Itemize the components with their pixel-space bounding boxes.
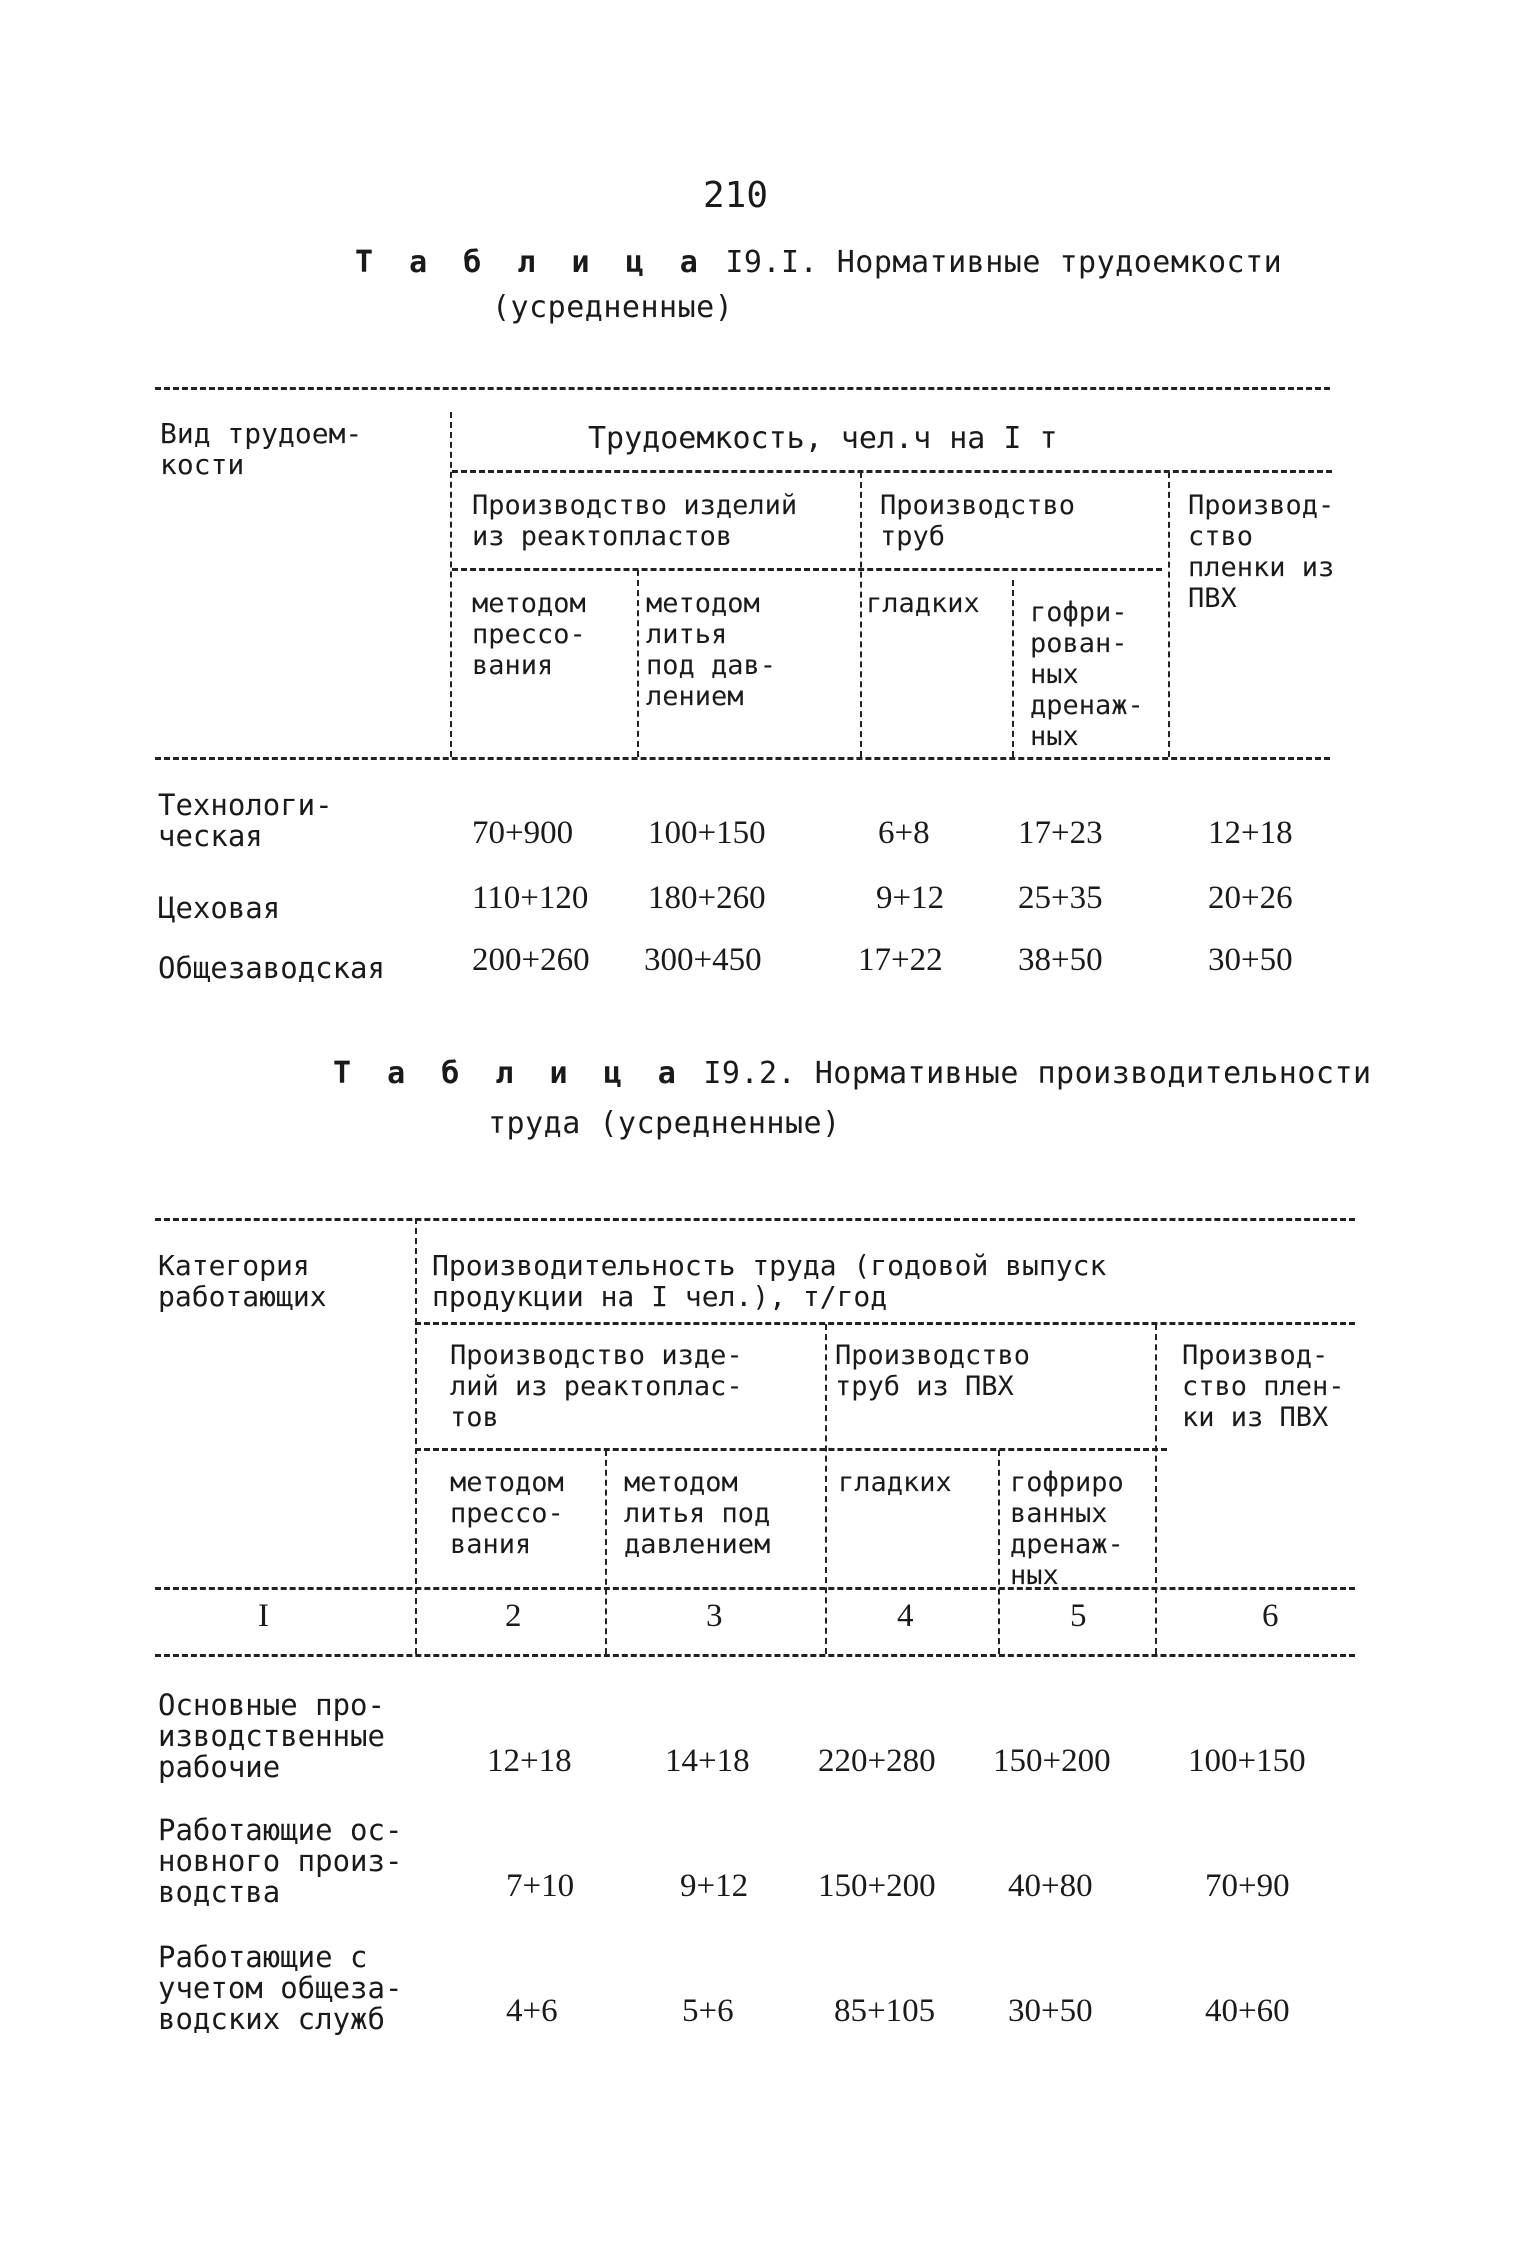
page-number: 210 bbox=[703, 175, 769, 216]
table2-col-number: I bbox=[258, 1598, 269, 1634]
table2-sub-cast: методом литья под давлением bbox=[624, 1467, 771, 1560]
table2-head-category: Категория работающих bbox=[158, 1249, 327, 1313]
table2-head-rule-2 bbox=[415, 1448, 1167, 1451]
table2-row-label: Работающие с учетом общеза- водских служб bbox=[158, 1940, 403, 2036]
table1-vrule-a bbox=[450, 412, 452, 757]
table1-group-film: Производ- ство пленки из ПВХ bbox=[1188, 490, 1335, 614]
table1-row-label: Технологи- ческая bbox=[158, 788, 333, 853]
table1-head-rule-2 bbox=[452, 568, 1162, 571]
table2-cell: 5+6 bbox=[682, 1993, 734, 2029]
table2-cell: 14+18 bbox=[665, 1743, 750, 1779]
table1-cell: 200+260 bbox=[472, 942, 590, 978]
table2-cell: 9+12 bbox=[680, 1868, 749, 1904]
table1-caption-label: Т а б л и ц а bbox=[355, 245, 707, 280]
table2-group-film: Производ- ство плен- ки из ПВХ bbox=[1182, 1340, 1345, 1433]
table1-head-type: Вид трудоем- кости bbox=[160, 417, 363, 481]
table1-cell: 300+450 bbox=[644, 942, 762, 978]
table2-cell: 30+50 bbox=[1008, 1993, 1093, 2029]
table2-cell: 4+6 bbox=[506, 1993, 558, 2029]
table1-vrule-c bbox=[860, 472, 862, 757]
table1-group-reacto: Производство изделий из реактопластов bbox=[472, 490, 798, 552]
table2-head-main: Производительность труда (годовой выпуск продукции на I чел.), т/год bbox=[432, 1249, 1107, 1313]
table2-col-number: 5 bbox=[1070, 1598, 1087, 1634]
table2-vrule-c bbox=[825, 1324, 827, 1654]
table2-vrule-a bbox=[415, 1218, 417, 1654]
table1-caption-line1 bbox=[355, 245, 1282, 280]
table1-vrule-e bbox=[1168, 472, 1170, 757]
table2-caption-line1 bbox=[333, 1056, 1372, 1091]
table1-cell: 17+22 bbox=[858, 942, 943, 978]
table2-col-number: 2 bbox=[505, 1598, 522, 1634]
table2-head-bottom-rule bbox=[155, 1587, 1355, 1590]
table1-cell: 180+260 bbox=[648, 880, 766, 916]
table2-row-label: Основные про- изводственные рабочие bbox=[158, 1688, 385, 1784]
table2-cell: 100+150 bbox=[1188, 1743, 1306, 1779]
table1-group-pipes: Производство труб bbox=[880, 490, 1076, 552]
table1-cell: 100+150 bbox=[648, 815, 766, 851]
table1-sub-smooth: гладких bbox=[866, 588, 980, 619]
table2-vrule-b bbox=[605, 1450, 607, 1654]
table1-top-rule bbox=[155, 387, 1330, 390]
table2-sub-corrugated: гофриро ванных дренаж- ных bbox=[1010, 1467, 1124, 1591]
table2-sub-smooth: гладких bbox=[838, 1467, 952, 1498]
table2-cell: 70+90 bbox=[1205, 1868, 1290, 1904]
table2-top-rule bbox=[155, 1218, 1355, 1221]
table1-sub-corrugated: гофри- рован- ных дренаж- ных bbox=[1030, 597, 1144, 752]
table2-col-number: 6 bbox=[1262, 1598, 1279, 1634]
table2-cell: 85+105 bbox=[834, 1993, 936, 2029]
table2-caption-title: I9.2. Нормативные производительности bbox=[703, 1056, 1372, 1091]
table1-caption-title: I9.I. Нормативные трудоемкости bbox=[725, 245, 1283, 280]
table1-cell: 70+900 bbox=[472, 815, 574, 851]
table2-caption-line2: труда (усредненные) bbox=[488, 1106, 841, 1141]
table2-cell: 7+10 bbox=[506, 1868, 575, 1904]
table1-head-main: Трудоемкость, чел.ч на I т bbox=[588, 421, 1058, 456]
table2-group-pipes: Производство труб из ПВХ bbox=[835, 1340, 1031, 1402]
table1-row-label: Цеховая bbox=[158, 891, 281, 925]
table1-caption-line2: (усредненные) bbox=[492, 290, 734, 325]
table1-cell: 12+18 bbox=[1208, 815, 1293, 851]
table2-numbers-bottom-rule bbox=[155, 1654, 1355, 1657]
table2-cell: 150+200 bbox=[818, 1868, 936, 1904]
table2-col-number: 4 bbox=[897, 1598, 914, 1634]
table2-sub-press: методом прессо- вания bbox=[450, 1467, 564, 1560]
table1-vrule-b bbox=[637, 570, 639, 757]
table2-cell: 220+280 bbox=[818, 1743, 936, 1779]
table1-cell: 30+50 bbox=[1208, 942, 1293, 978]
table2-vrule-e bbox=[1155, 1324, 1157, 1654]
table1-cell: 20+26 bbox=[1208, 880, 1293, 916]
table1-row-label: Общезаводская bbox=[158, 951, 385, 985]
table2-cell: 40+60 bbox=[1205, 1993, 1290, 2029]
table1-sub-press: методом прессо- вания bbox=[472, 588, 586, 681]
table2-row-label: Работающие ос- новного произ- водства bbox=[158, 1813, 403, 1909]
table1-cell: 38+50 bbox=[1018, 942, 1103, 978]
table1-vrule-d bbox=[1012, 580, 1014, 757]
table2-col-number: 3 bbox=[706, 1598, 723, 1634]
table1-cell: 25+35 bbox=[1018, 880, 1103, 916]
table1-cell: 110+120 bbox=[472, 880, 589, 916]
table1-head-rule-1 bbox=[452, 470, 1332, 473]
table2-cell: 12+18 bbox=[487, 1743, 572, 1779]
table1-cell: 17+23 bbox=[1018, 815, 1103, 851]
table1-sub-cast: методом литья под дав- лением bbox=[646, 588, 777, 712]
table2-caption-label: Т а б л и ц а bbox=[333, 1056, 685, 1091]
table1-cell: 6+8 bbox=[878, 815, 930, 851]
table1-cell: 9+12 bbox=[876, 880, 945, 916]
table2-head-rule-1 bbox=[415, 1322, 1355, 1325]
table2-group-reacto: Производство изде- лий из реактоплас- тов bbox=[450, 1340, 743, 1433]
table1-head-bottom-rule bbox=[155, 757, 1330, 760]
table2-cell: 150+200 bbox=[993, 1743, 1111, 1779]
table2-vrule-d bbox=[998, 1450, 1000, 1654]
table2-cell: 40+80 bbox=[1008, 1868, 1093, 1904]
